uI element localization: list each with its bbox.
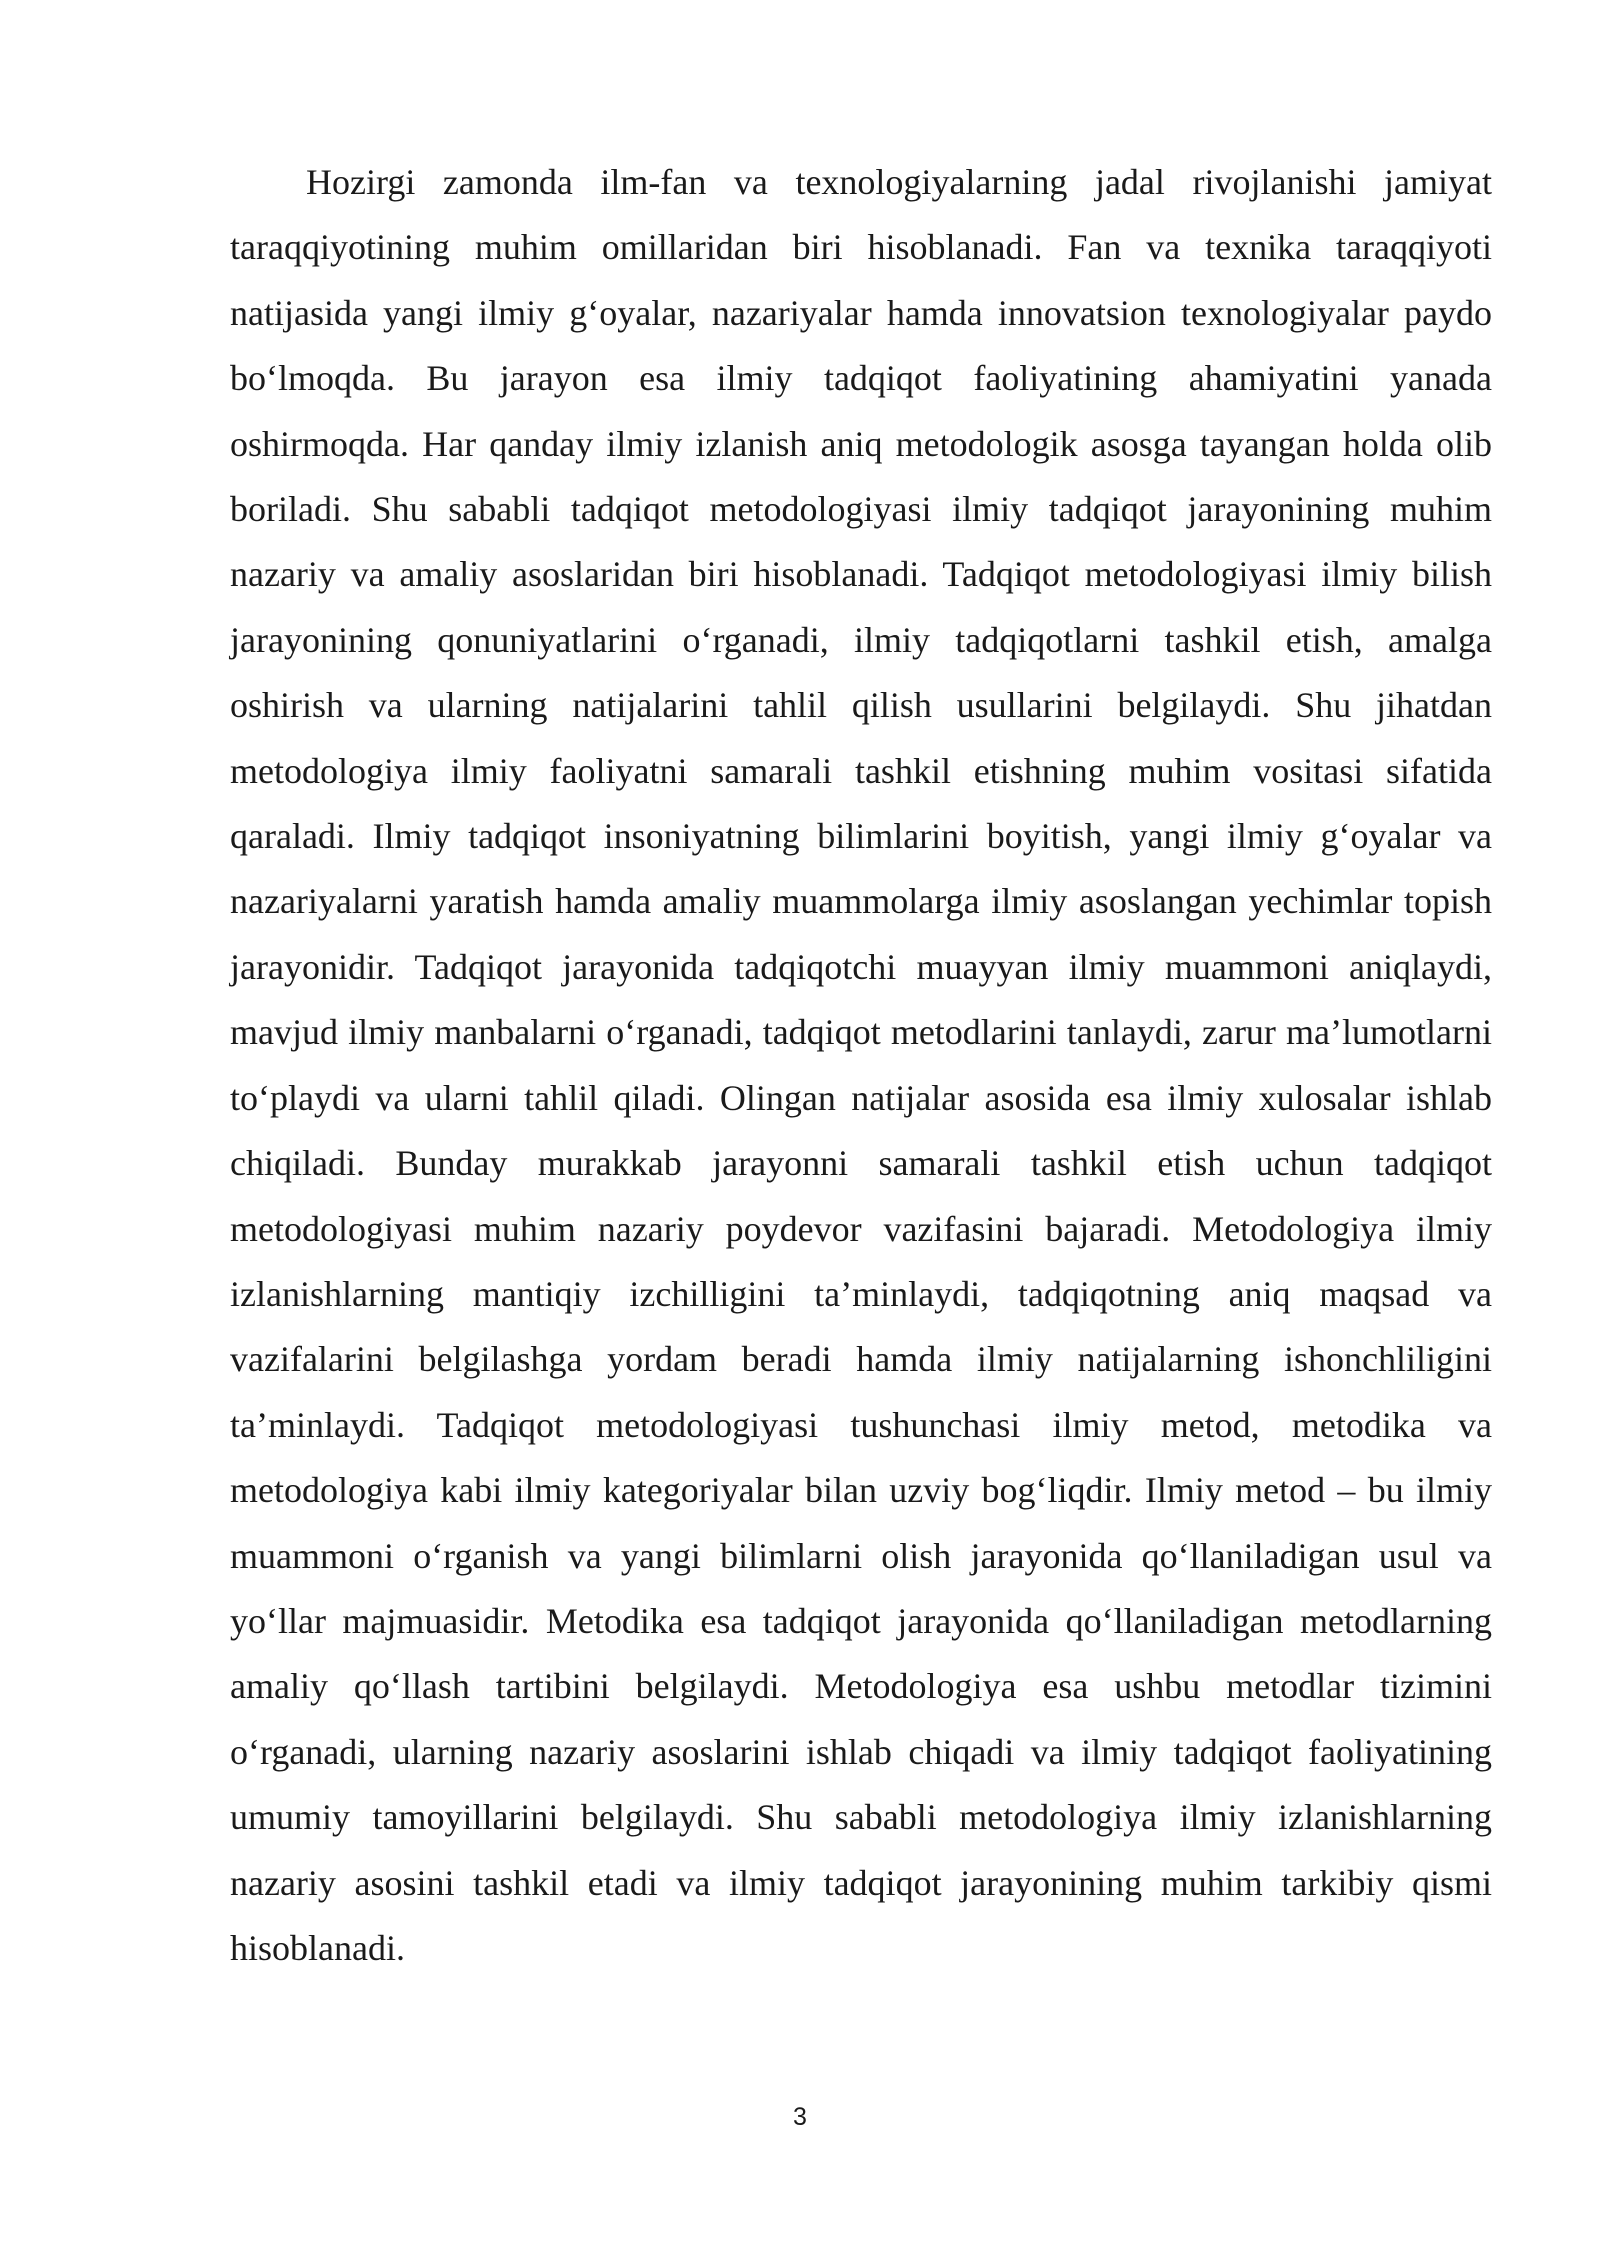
body-paragraph: Hozirgi zamonda ilm-fan va texnologiyalarning jadal rivojlanishi jamiyat taraqqiyotining muhim omillaridan biri hisoblanadi. Fan va texnika taraqqiyoti natijasida yangi ilmiy g‘oyalar, nazariyalar hamda innovatsion texnologiyalar paydo bo‘lmoqda. Bu jarayon esa ilmiy tadqiqot faoliyatining ahamiyatini yanada oshirmoqda. Har qanday ilmiy izlanish aniq metodologik asosga tayangan holda olib boriladi. Shu sababli tadqiqot metodologiyasi ilmiy tadqiqot jarayonining muhim nazariy va amaliy asoslaridan biri hisoblanadi. Tadqiqot metodologiyasi ilmiy bilish jarayonining qonuniyatlarini o‘rganadi, ilmiy tadqiqotlarni tashkil etish, amalga oshirish va ularning natijalarini tahlil qilish usullarini belgilaydi. Shu jihatdan metodologiya ilmiy faoliyatni samarali tashkil etishning muhim vositasi sifatida qaraladi. Ilmiy tadqiqot insoniyatning bilimlarini boyitish, yangi ilmiy g‘oyalar va nazariyalarni yaratish hamda amaliy muammolarga ilmiy asoslangan yechimlar topish jarayonidir. Tadqiqot jarayonida tadqiqotchi muayyan ilmiy muammoni aniqlaydi, mavjud ilmiy manbalarni o‘rganadi, tadqiqot metodlarini tanlaydi, zarur ma’lumotlarni to‘playdi va ularni tahlil qiladi. Olingan natijalar asosida esa ilmiy xulosalar ishlab chiqiladi. Bunday murakkab jarayonni samarali tashkil etish uchun tadqiqot metodologiyasi muhim nazariy poydevor vazifasini bajaradi. Metodologiya ilmiy izlanishlarning mantiqiy izchilligini ta’minlaydi, tadqiqotning aniq maqsad va vazifalarini belgilashga yordam beradi hamda ilmiy natijalarning ishonchliligini ta’minlaydi. Tadqiqot metodologiyasi tushunchasi ilmiy metod, metodika va metodologiya kabi ilmiy kategoriyalar bilan uzviy bog‘liqdir. Ilmiy metod – bu ilmiy muammoni o‘rganish va yangi bilimlarni olish jarayonida qo‘llaniladigan usul va yo‘llar majmuasidir. Metodika esa tadqiqot jarayonida qo‘llaniladigan metodlarning amaliy qo‘llash tartibini belgilaydi. Metodologiya esa ushbu metodlar tizimini o‘rganadi, ularning nazariy asoslarini ishlab chiqadi va ilmiy tadqiqot faoliyatining umumiy tamoyillarini belgilaydi. Shu sababli metodologiya ilmiy izlanishlarning nazariy asosini tashkil etadi va ilmiy tadqiqot jarayonining muhim tarkibiy qismi hisoblanadi.: [230, 162, 1492, 1968]
page-number: 3: [793, 2103, 807, 2131]
